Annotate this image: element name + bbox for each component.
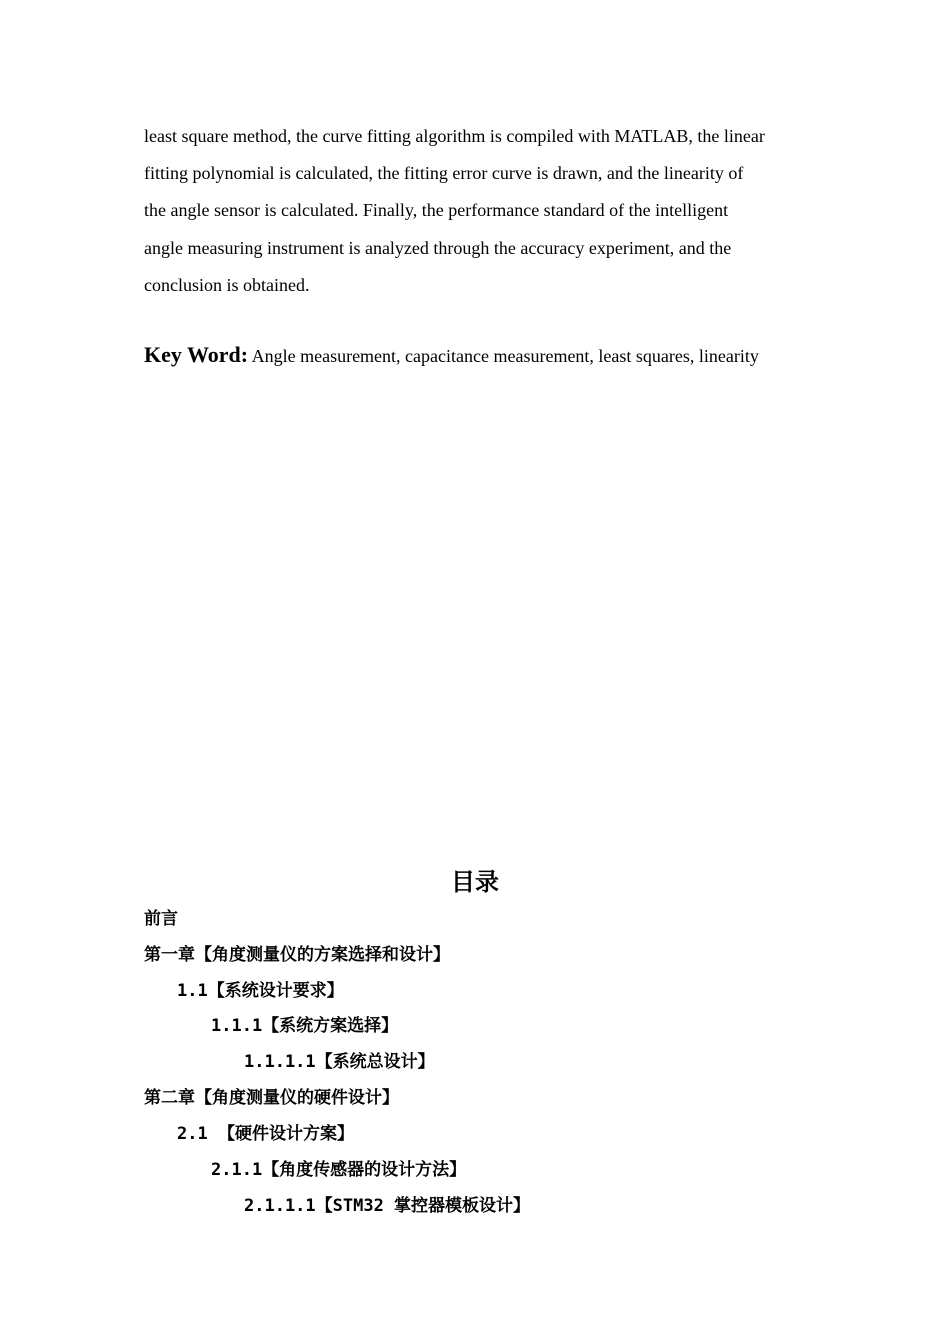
toc-entry-chapter-1[interactable]: 第一章【角度测量仪的方案选择和设计】 [144,945,450,965]
abstract-paragraph [144,118,812,304]
toc-entry-1-1[interactable]: 1.1【系统设计要求】 [177,981,344,1001]
abstract-line: least square method, the curve fitting algorithm is compiled with MATLAB, the linear [144,126,765,146]
keywords-text: Angle measurement, capacitance measurement, least squares, linearity [248,346,759,366]
abstract-line: conclusion is obtained. [144,274,310,295]
toc-entry-1-1-1[interactable]: 1.1.1【系统方案选择】 [211,1016,399,1036]
keywords-label: Key Word: [144,342,249,367]
abstract-line: angle measuring instrument is analyzed through the accuracy experiment, and the [144,237,732,258]
toc-entry-preface[interactable]: 前言 [144,909,178,929]
abstract-line: fitting polynomial is calculated, the fitting error curve is drawn, and the linearity of [144,163,744,184]
toc-title: 目录 [451,868,499,896]
keywords-line [144,342,759,368]
toc-entry-2-1-1-1[interactable]: 2.1.1.1【STM32 掌控器模板设计】 [244,1196,531,1216]
toc-entry-1-1-1-1[interactable]: 1.1.1.1【系统总设计】 [244,1052,435,1072]
toc-entry-chapter-2[interactable]: 第二章【角度测量仪的硬件设计】 [144,1088,399,1108]
abstract-line: the angle sensor is calculated. Finally, the performance standard of the intelligent [144,200,729,221]
toc-entry-2-1[interactable]: 2.1 【硬件设计方案】 [177,1124,354,1144]
toc-entry-2-1-1[interactable]: 2.1.1【角度传感器的设计方法】 [211,1160,467,1180]
